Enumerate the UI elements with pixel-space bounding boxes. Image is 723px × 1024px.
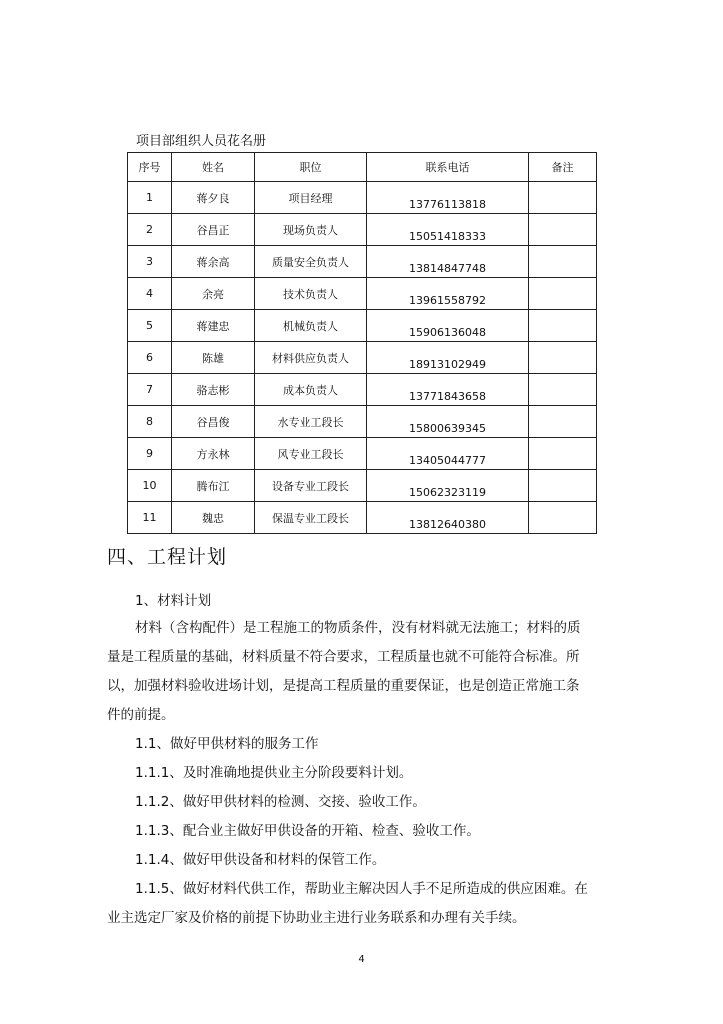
cell-index: 8	[128, 406, 172, 438]
cell-position: 材料供应负责人	[255, 342, 367, 374]
cell-phone: 13771843658	[367, 374, 529, 406]
cell-remarks	[529, 246, 597, 278]
personnel-table	[127, 152, 597, 534]
table-row	[128, 278, 597, 310]
cell-position: 设备专业工段长	[255, 470, 367, 502]
item-1-1-4: 1.1.4、做好甲供设备和材料的保管工作。	[135, 852, 386, 868]
cell-phone: 13405044777	[367, 438, 529, 470]
cell-index: 2	[128, 214, 172, 246]
table-row	[128, 342, 597, 374]
table-row	[128, 438, 597, 470]
cell-name: 魏忠	[172, 502, 255, 534]
cell-remarks	[529, 374, 597, 406]
cell-name: 谷昌正	[172, 214, 255, 246]
table-header-row	[128, 153, 597, 182]
cell-index: 5	[128, 310, 172, 342]
cell-phone: 15051418333	[367, 214, 529, 246]
cell-name: 蒋夕良	[172, 182, 255, 214]
cell-position: 项目经理	[255, 182, 367, 214]
item-1-1-5: 1.1.5、做好材料代供工作，帮助业主解决因人手不足所造成的供应困难。在业主选定厂家及价格的前提下协助业主进行业务联系和办理有关手续。	[107, 881, 588, 926]
cell-index: 1	[128, 182, 172, 214]
cell-remarks	[529, 406, 597, 438]
cell-phone: 15800639345	[367, 406, 529, 438]
cell-name: 陈雄	[172, 342, 255, 374]
cell-name: 谷昌俊	[172, 406, 255, 438]
cell-name: 骆志彬	[172, 374, 255, 406]
header-position: 职位	[255, 153, 367, 182]
section-heading: 四、工程计划	[107, 546, 228, 568]
header-remarks: 备注	[529, 153, 597, 182]
table-body	[128, 182, 597, 534]
table-row	[128, 406, 597, 438]
table-row	[128, 182, 597, 214]
cell-phone: 15906136048	[367, 310, 529, 342]
cell-position: 成本负责人	[255, 374, 367, 406]
item-1-1-2: 1.1.2、做好甲供材料的检测、交接、验收工作。	[135, 794, 426, 810]
cell-remarks	[529, 470, 597, 502]
table-row	[128, 310, 597, 342]
cell-remarks	[529, 278, 597, 310]
cell-phone: 13776113818	[367, 182, 529, 214]
cell-index: 4	[128, 278, 172, 310]
subsection-title: 1、材料计划	[135, 593, 212, 609]
cell-position: 质量安全负责人	[255, 246, 367, 278]
cell-remarks	[529, 438, 597, 470]
cell-index: 9	[128, 438, 172, 470]
cell-phone: 13812640380	[367, 502, 529, 534]
table-row	[128, 214, 597, 246]
item-1-1-3: 1.1.3、配合业主做好甲供设备的开箱、检查、验收工作。	[135, 823, 480, 839]
item-1-1-1: 1.1.1、及时准确地提供业主分阶段要料计划。	[135, 765, 413, 781]
cell-index: 3	[128, 246, 172, 278]
page-number: 4	[358, 954, 365, 965]
header-name: 姓名	[172, 153, 255, 182]
cell-index: 7	[128, 374, 172, 406]
table-row	[128, 470, 597, 502]
table-row	[128, 374, 597, 406]
cell-phone: 13814847748	[367, 246, 529, 278]
cell-position: 水专业工段长	[255, 406, 367, 438]
header-index: 序号	[128, 153, 172, 182]
cell-phone: 15062323119	[367, 470, 529, 502]
cell-position: 现场负责人	[255, 214, 367, 246]
cell-position: 保温专业工段长	[255, 502, 367, 534]
header-phone: 联系电话	[367, 153, 529, 182]
table-row	[128, 502, 597, 534]
intro-paragraph: 材料（含构配件）是工程施工的物质条件，没有材料就无法施工；材料的质量是工程质量的基础，材料质量不符合要求，工程质量也就不可能符合标准。所以，加强材料验收进场计划，是提高工程质量的重要保证，也是创造正常施工条件的前提。	[107, 620, 581, 723]
cell-name: 蒋余高	[172, 246, 255, 278]
cell-name: 腾布江	[172, 470, 255, 502]
item-1-1: 1.1、做好甲供材料的服务工作	[135, 736, 319, 752]
cell-name: 方永林	[172, 438, 255, 470]
cell-index: 10	[128, 470, 172, 502]
cell-phone: 13961558792	[367, 278, 529, 310]
table-caption: 项目部组织人员花名册	[136, 134, 267, 149]
cell-remarks	[529, 310, 597, 342]
cell-index: 6	[128, 342, 172, 374]
table-row	[128, 246, 597, 278]
cell-position: 风专业工段长	[255, 438, 367, 470]
cell-remarks	[529, 214, 597, 246]
cell-position: 机械负责人	[255, 310, 367, 342]
cell-remarks	[529, 182, 597, 214]
cell-phone: 18913102949	[367, 342, 529, 374]
cell-remarks	[529, 342, 597, 374]
cell-remarks	[529, 502, 597, 534]
cell-name: 蒋建忠	[172, 310, 255, 342]
cell-name: 余亮	[172, 278, 255, 310]
cell-position: 技术负责人	[255, 278, 367, 310]
cell-index: 11	[128, 502, 172, 534]
